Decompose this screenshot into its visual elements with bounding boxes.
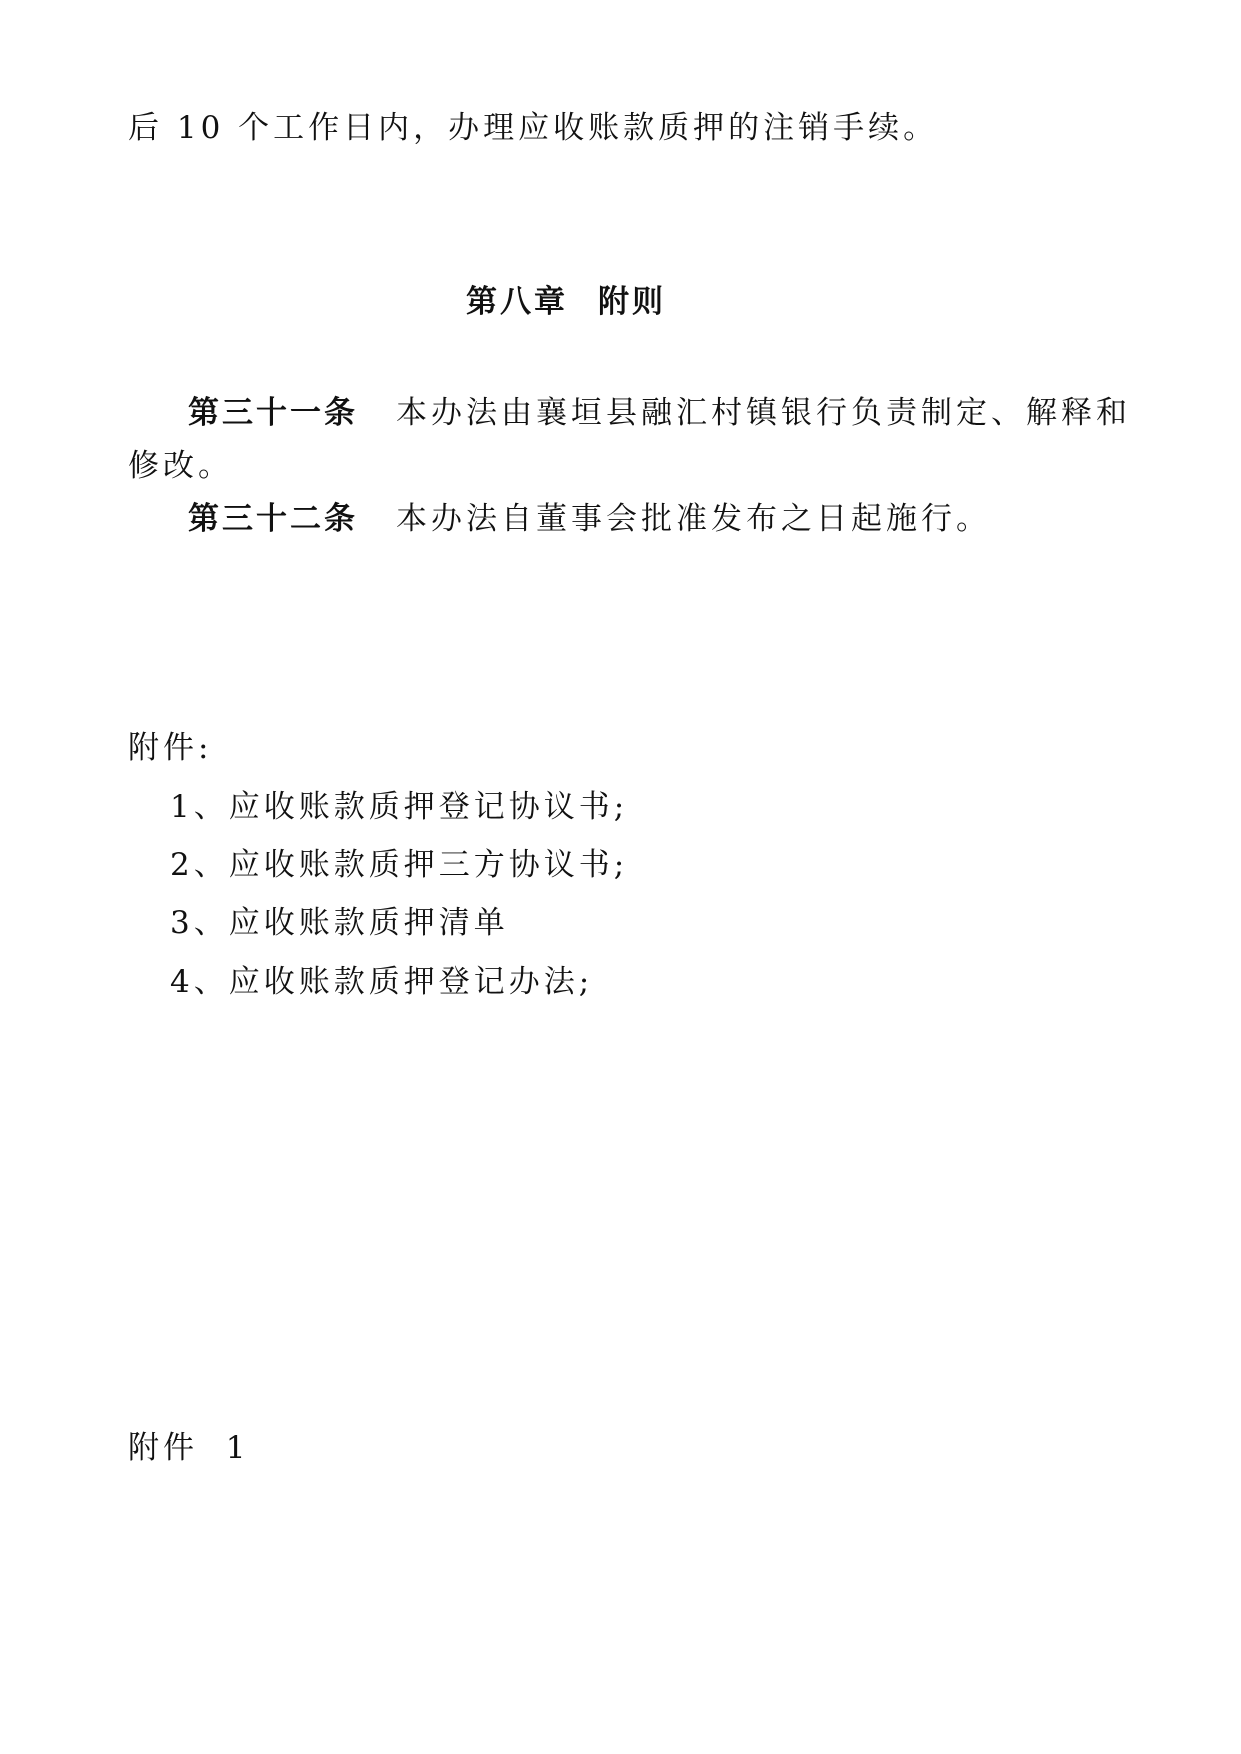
chapter-heading [466, 282, 666, 322]
chapter-number: 第八章 [466, 284, 568, 320]
attachment-item-4: 4、应收账款质押登记办法; [170, 964, 594, 1000]
article-32-text: 本办法自董事会批准发布之日起施行。 [396, 501, 991, 537]
article-31-text-line1: 本办法由襄垣县融汇村镇银行负责制定、解释和 [396, 395, 1131, 431]
attachment-item-2: 2、应收账款质押三方协议书; [170, 847, 629, 883]
attachments-heading: 附件: [128, 730, 213, 766]
continuation-line: 后 10 个工作日内，办理应收账款质押的注销手续。 [128, 110, 939, 146]
article-31 [188, 393, 1131, 433]
attachment-item-1: 1、应收账款质押登记协议书; [170, 789, 629, 825]
article-32-label: 第三十二条 [188, 501, 358, 537]
chapter-title: 附则 [598, 284, 666, 320]
attachment-item-3: 3、应收账款质押清单 [170, 905, 509, 941]
article-31-label: 第三十一条 [188, 395, 358, 431]
article-32 [188, 499, 991, 539]
footer-attachment-label: 附件 1 [128, 1430, 250, 1466]
article-31-text-line2: 修改。 [128, 448, 233, 484]
